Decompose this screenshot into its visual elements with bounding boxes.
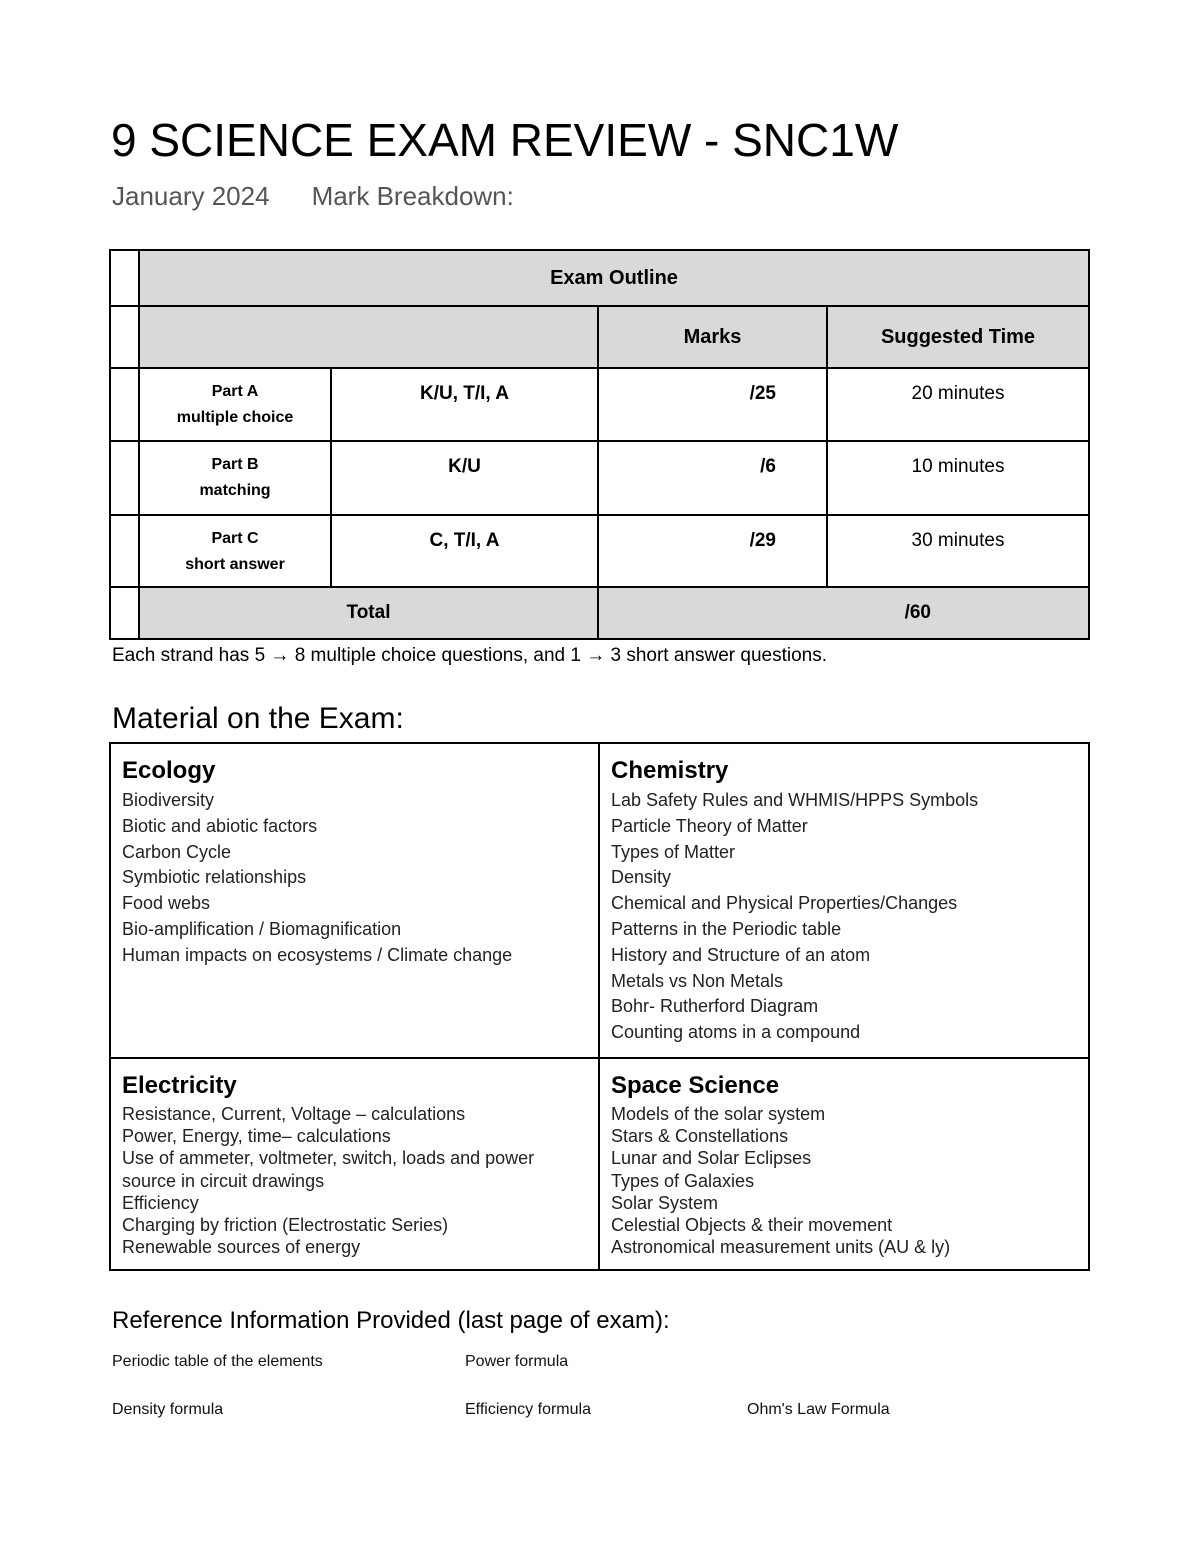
list-item: Stars & Constellations	[611, 1126, 789, 1147]
electricity-title: Electricity	[122, 1072, 237, 1099]
list-item: Types of Matter	[611, 841, 736, 862]
row-stub	[110, 587, 139, 639]
list-item: Bio-amplification / Biomagnification	[122, 918, 402, 939]
exam-outline-table	[109, 249, 1090, 640]
list-item: Solar System	[611, 1192, 719, 1213]
list-item: Particle Theory of Matter	[611, 815, 808, 836]
reference-item: Periodic table of the elements	[112, 1353, 323, 1370]
subtitle	[112, 179, 514, 213]
space-science-title: Space Science	[611, 1072, 780, 1099]
part-name: Part B	[211, 456, 259, 473]
list-item: Chemical and Physical Properties/Changes	[611, 893, 958, 914]
ecology-title: Ecology	[122, 757, 216, 784]
part-categories: C, T/I, A	[331, 515, 598, 587]
header-blank	[139, 306, 598, 368]
reference-item: Ohm's Law Formula	[747, 1401, 890, 1418]
electricity-cell	[110, 1058, 599, 1270]
material-heading: Material on the Exam:	[112, 702, 404, 735]
part-marks: /6	[598, 441, 827, 515]
part-cell	[139, 368, 331, 441]
list-item: History and Structure of an atom	[611, 944, 871, 965]
row-stub	[110, 441, 139, 515]
total-marks: /60	[598, 587, 1089, 639]
list-item: Density	[611, 867, 672, 888]
part-type: multiple choice	[176, 409, 294, 426]
list-item: Types of Galaxies	[611, 1170, 755, 1191]
row-stub	[110, 306, 139, 368]
list-item: Symbiotic relationships	[122, 867, 307, 888]
list-item: Power, Energy, time– calculations	[122, 1126, 391, 1147]
part-categories: K/U	[331, 441, 598, 515]
table-row	[110, 368, 1089, 441]
list-item: Food webs	[122, 893, 211, 914]
time-header: Suggested Time	[827, 306, 1089, 368]
list-item: Lab Safety Rules and WHMIS/HPPS Symbols	[611, 790, 979, 810]
list-item: Resistance, Current, Voltage – calculations	[122, 1104, 466, 1124]
exam-date: January 2024	[112, 181, 270, 211]
reference-item: Power formula	[465, 1353, 569, 1370]
total-label: Total	[139, 587, 598, 639]
part-marks: /29	[598, 515, 827, 587]
reference-item: Efficiency formula	[465, 1401, 591, 1418]
list-item: Carbon Cycle	[122, 841, 232, 862]
part-cell	[139, 441, 331, 515]
ecology-cell	[110, 743, 599, 1058]
chemistry-title: Chemistry	[611, 757, 729, 784]
part-time: 30 minutes	[827, 515, 1089, 587]
row-stub	[110, 515, 139, 587]
list-item: Lunar and Solar Eclipses	[611, 1148, 812, 1169]
list-item: Celestial Objects & their movement	[611, 1215, 893, 1236]
reference-item: Density formula	[112, 1401, 224, 1418]
list-item: Renewable sources of energy	[122, 1237, 361, 1258]
part-time: 10 minutes	[827, 441, 1089, 515]
list-item: Use of ammeter, voltmeter, switch, loads and power source in circuit drawings	[122, 1148, 535, 1191]
row-stub	[110, 368, 139, 441]
list-item: Counting atoms in a compound	[611, 1022, 861, 1043]
table-row	[110, 441, 1089, 515]
list-item: Biotic and abiotic factors	[122, 815, 318, 836]
list-item: Metals vs Non Metals	[611, 970, 784, 991]
table-row	[110, 515, 1089, 587]
page-title: 9 SCIENCE EXAM REVIEW - SNC1W	[111, 114, 899, 166]
strand-note: Each strand has 5 → 8 multiple choice questions, and 1 → 3 short answer questions.	[112, 645, 828, 666]
marks-header: Marks	[598, 306, 827, 368]
part-name: Part A	[211, 383, 259, 400]
list-item: Biodiversity	[122, 790, 215, 810]
reference-heading: Reference Information Provided (last page of exam):	[112, 1307, 670, 1334]
material-table	[109, 742, 1090, 1271]
list-item: Bohr- Rutherford Diagram	[611, 996, 819, 1017]
part-time: 20 minutes	[827, 368, 1089, 441]
chemistry-cell	[599, 743, 1089, 1058]
row-stub	[110, 250, 139, 306]
part-type: short answer	[185, 556, 285, 573]
part-name: Part C	[211, 530, 259, 547]
list-item: Patterns in the Periodic table	[611, 918, 842, 939]
exam-outline-title: Exam Outline	[139, 250, 1089, 306]
list-item: Charging by friction (Electrostatic Series)	[122, 1215, 449, 1236]
part-marks: /25	[598, 368, 827, 441]
part-cell	[139, 515, 331, 587]
list-item: Human impacts on ecosystems / Climate change	[122, 944, 513, 965]
list-item: Efficiency	[122, 1192, 199, 1213]
list-item: Models of the solar system	[611, 1104, 826, 1124]
part-type: matching	[199, 482, 271, 499]
mark-breakdown-label: Mark Breakdown:	[311, 181, 514, 211]
part-categories: K/U, T/I, A	[331, 368, 598, 441]
space-science-cell	[599, 1058, 1089, 1270]
list-item: Astronomical measurement units (AU & ly)	[611, 1237, 951, 1258]
